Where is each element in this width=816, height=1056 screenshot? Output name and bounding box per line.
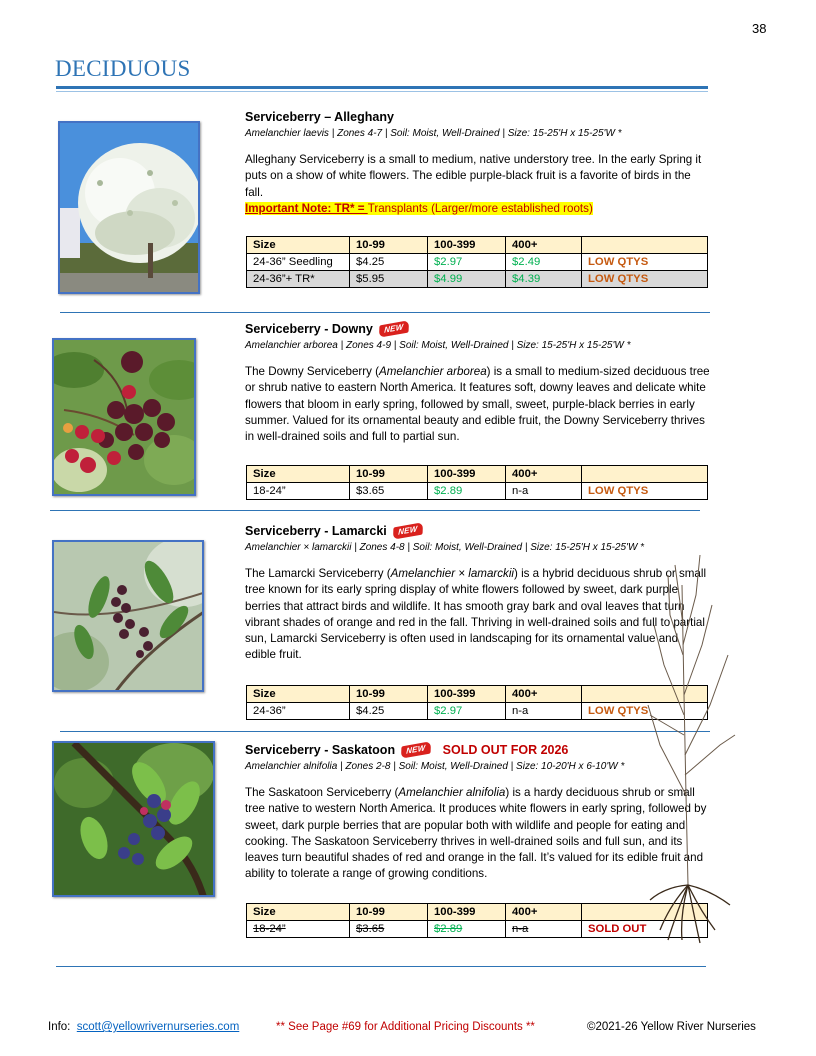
- sold-out-label: SOLD OUT FOR 2026: [442, 743, 569, 757]
- cell-price-400plus: n-a: [506, 703, 582, 720]
- description-text: ) is a hardy deciduous shrub or small tree native to western North America. It produces white flowers in early spring, followed by sweet, dark purple berries that are popular both with wildlife and people for eating and cooking. The Saskatoon Serviceberry thrives in well-drained soils and full sun, and its leaves turn beautiful shades of red and orange in the fall. It’s valued for its edible fruit and ability to tolerate a range of growing conditions.: [245, 786, 707, 881]
- entry-name-text: Serviceberry - Saskatoon: [245, 743, 396, 757]
- description-text: The Downy Serviceberry (: [245, 365, 380, 378]
- cell-size: 24-36”+ TR*: [247, 271, 350, 288]
- entry-alleghany: [245, 108, 710, 217]
- footer-info-label: Info:: [48, 1021, 71, 1033]
- header-400plus: 400+: [506, 686, 582, 703]
- cell-size: 24-36” Seedling: [247, 254, 350, 271]
- entry-latin: Amelanchier arborea | Zones 4-9 | Soil: Moist, Well-Drained | Size: 15-25'H x 15-25'W *: [245, 340, 631, 351]
- header-100-399: 100-399: [428, 237, 506, 254]
- header-10-99: 10-99: [350, 466, 428, 483]
- entry-title: [245, 320, 710, 338]
- cell-price-100-399: $2.89: [428, 921, 506, 938]
- footer-discount-note: ** See Page #69 for Additional Pricing Discounts **: [276, 1021, 535, 1033]
- header-100-399: 100-399: [428, 904, 506, 921]
- header-status: [582, 237, 708, 254]
- entry-latin: Amelanchier × lamarckii | Zones 4-8 | Soil: Moist, Well-Drained | Size: 15-25'H x 15-25'W *: [245, 542, 645, 553]
- table-header-row: [247, 466, 708, 483]
- cell-price-100-399: $4.99: [428, 271, 506, 288]
- downy-photo: [52, 338, 196, 496]
- header-status: [582, 466, 708, 483]
- table-header-row: [247, 237, 708, 254]
- cell-size: 18-24”: [247, 483, 350, 500]
- entry-latin: Amelanchier alnifolia | Zones 2-8 | Soil: Moist, Well-Drained | Size: 10-20'H x 6-10'W *: [245, 761, 625, 772]
- cell-price-100-399: $2.97: [428, 254, 506, 271]
- entry-divider: [56, 966, 706, 967]
- cell-price-100-399: $2.97: [428, 703, 506, 720]
- cell-price-10-99: $4.25: [350, 703, 428, 720]
- header-10-99: 10-99: [350, 904, 428, 921]
- entry-divider: [60, 731, 710, 732]
- header-size: Size: [247, 466, 350, 483]
- price-table-saskatoon: [246, 903, 708, 938]
- price-table-downy: [246, 465, 708, 500]
- price-table-lamarcki: [246, 685, 708, 720]
- header-100-399: 100-399: [428, 686, 506, 703]
- table-header-row: [247, 904, 708, 921]
- description-text: The Saskatoon Serviceberry (: [245, 786, 399, 799]
- cell-price-400plus: n-a: [506, 921, 582, 938]
- header-400plus: 400+: [506, 237, 582, 254]
- description-latin: Amelanchier alnifolia: [398, 786, 506, 799]
- cell-price-400plus: $4.39: [506, 271, 582, 288]
- cell-price-400plus: $2.49: [506, 254, 582, 271]
- entry-downy: [245, 320, 710, 445]
- header-10-99: 10-99: [350, 237, 428, 254]
- header-size: Size: [247, 686, 350, 703]
- header-size: Size: [247, 904, 350, 921]
- entry-name-text: Serviceberry - Lamarcki: [245, 524, 387, 538]
- table-row: [247, 483, 708, 500]
- saskatoon-photo: [52, 741, 215, 897]
- cell-price-10-99: $3.65: [350, 921, 428, 938]
- entry-divider: [60, 312, 710, 313]
- table-row: [247, 921, 708, 938]
- description-text: ) is a small to medium-sized deciduous tree or shrub native to eastern North America. It features soft, downy leaves and delicate white flowers that bloom in early spring, followed by small, sweet, purple-black berries in early summer. Valued for its ornamental beauty and edible fruit, the Downy Serviceberry thrives in well-drained soils and full to partial sun.: [245, 365, 710, 444]
- important-note-text: Transplants (Larger/more established roots): [367, 201, 593, 215]
- important-note-label: Important Note: TR* =: [245, 201, 368, 215]
- important-note: [245, 202, 593, 215]
- page-number: 38: [752, 21, 767, 36]
- table-row: [247, 703, 708, 720]
- entry-description: [245, 152, 710, 217]
- description-text: The Lamarcki Serviceberry (: [245, 567, 391, 580]
- description-latin: Amelanchier arborea: [379, 365, 487, 378]
- cell-price-10-99: $4.25: [350, 254, 428, 271]
- section-title: DECIDUOUS: [55, 56, 191, 81]
- title-rule: [56, 86, 708, 89]
- new-badge: NEW: [393, 522, 423, 539]
- cell-price-10-99: $3.65: [350, 483, 428, 500]
- lamarcki-photo: [52, 540, 204, 692]
- new-badge: NEW: [401, 741, 431, 758]
- table-row: [247, 254, 708, 271]
- title-rule-thin: [56, 91, 708, 92]
- cell-price-10-99: $5.95: [350, 271, 428, 288]
- cell-status: LOW QTYS: [582, 483, 708, 500]
- header-400plus: 400+: [506, 904, 582, 921]
- cell-price-100-399: $2.89: [428, 483, 506, 500]
- cell-status: LOW QTYS: [582, 271, 708, 288]
- cell-price-400plus: n-a: [506, 483, 582, 500]
- cell-status: LOW QTYS: [582, 703, 708, 720]
- table-row: [247, 271, 708, 288]
- cell-size: 24-36”: [247, 703, 350, 720]
- cell-size: 18-24”: [247, 921, 350, 938]
- header-size: Size: [247, 237, 350, 254]
- header-400plus: 400+: [506, 466, 582, 483]
- footer-copyright: ©2021-26 Yellow River Nurseries: [587, 1021, 756, 1033]
- bare-root-tree-illustration: [640, 545, 740, 945]
- entry-name-text: Serviceberry – Alleghany: [245, 110, 394, 124]
- entry-title: [245, 522, 710, 540]
- table-header-row: [247, 686, 708, 703]
- description-text: Alleghany Serviceberry is a small to medium, native understory tree. In the early Spring it puts on a show of white flowers. The edible purple-black fruit is a favorite of birds in the fall.: [245, 153, 702, 199]
- alleghany-photo: [58, 121, 200, 294]
- footer-info: [48, 1021, 239, 1033]
- new-badge: NEW: [379, 320, 409, 337]
- cell-status: SOLD OUT: [582, 921, 708, 938]
- header-10-99: 10-99: [350, 686, 428, 703]
- description-text: ) is a hybrid deciduous shrub or small tree known for its early spring display of white flowers followed by sweet, dark purple berries that attract birds and wildlife. It has smooth gray bark and oval leaves that turn vibrant shades of orange and red in the fall. Thriving in well-drained soils and full to partial sun, Lamarcki Serviceberry is often used in landscaping for its ornamental value and edible fruit.: [245, 567, 707, 662]
- cell-status: LOW QTYS: [582, 254, 708, 271]
- header-100-399: 100-399: [428, 466, 506, 483]
- entry-latin: Amelanchier laevis | Zones 4-7 | Soil: Moist, Well-Drained | Size: 15-25'H x 15-25'W *: [245, 128, 622, 139]
- footer-email-link[interactable]: scott@yellowrivernurseries.com: [76, 1021, 240, 1033]
- price-table-alleghany: [246, 236, 708, 288]
- entry-title: [245, 108, 710, 126]
- entry-divider: [50, 510, 700, 511]
- description-latin: Amelanchier × lamarckii: [390, 567, 514, 580]
- entry-name-text: Serviceberry - Downy: [245, 322, 373, 336]
- entry-description: [245, 364, 710, 445]
